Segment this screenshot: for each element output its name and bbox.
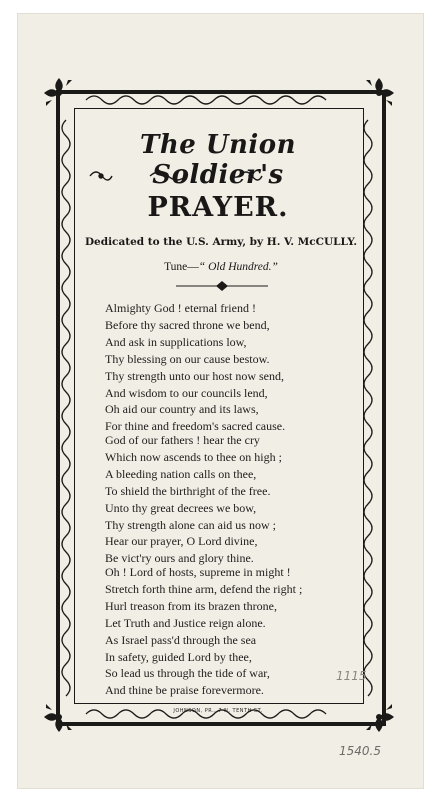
verse-line: Stretch forth thine arm, defend the right ; [105,581,303,596]
verse-line: Be vict'ry ours and glory thine. [105,551,254,566]
stanza-2 [105,432,355,567]
tune-name: “ Old Hundred.” [198,261,278,273]
verse-line: So lead us through the tide of war, [105,666,270,681]
verse-line: Almighty God ! eternal friend ! [105,301,256,315]
section-divider-icon [176,280,268,292]
verse-line: For thine and freedom's sacred cause. [105,419,286,434]
tune-prefix: Tune— [164,261,199,273]
verse-line: To shield the birthright of the free. [105,483,271,498]
verse-line: Let Truth and Justice reign alone. [105,615,266,630]
verse-line: In safety, guided Lord by thee, [105,649,252,664]
verse-line: Thy blessing on our cause bestow. [105,351,270,366]
verse-line: As Israel pass'd through the sea [105,632,257,647]
verse-line: A bleeding nation calls on thee, [105,466,257,481]
verse-line: God of our fathers ! hear the cry [105,433,260,447]
stanza-3 [105,564,355,699]
verse-line: Oh aid our country and its laws, [105,402,259,417]
pencil-mark: 1115 [336,669,367,683]
broadside-title: The Union Soldier's [139,130,297,190]
verse-line: Hurl treason from its brazen throne, [105,598,277,613]
dedication-line: Dedicated to the U.S. Army, by H. V. McCULLY. [84,236,358,248]
corner-fleur-icon [42,700,76,734]
stanza-1 [105,300,355,435]
broadside-subtitle: PRAYER. [147,192,289,223]
verse-line: Thy strength alone can aid us now ; [105,517,276,532]
verse-line: Thy strength unto our host now send, [105,368,284,383]
verse-line: Oh ! Lord of hosts, supreme in might ! [105,565,291,579]
verse-line: Which now ascends to thee on high ; [105,449,282,464]
printer-imprint: JOHNSON, PR., 7 N. TENTH ST. [173,708,263,714]
corner-fleur-icon [362,700,396,734]
verse-line: And ask in supplications low, [105,334,247,349]
verse-line: And thine be praise forevermore. [105,683,264,698]
pencil-mark: 1540.5 [339,744,381,758]
verse-line: Hear our prayer, O Lord divine, [105,534,258,549]
verse-line: And wisdom to our councils lend, [105,385,268,400]
verse-line: Unto thy great decrees we bow, [105,500,257,515]
corner-fleur-icon [362,76,396,110]
verse-line: Before thy sacred throne we bend, [105,317,270,332]
tune-line [80,261,362,273]
corner-fleur-icon [42,76,76,110]
